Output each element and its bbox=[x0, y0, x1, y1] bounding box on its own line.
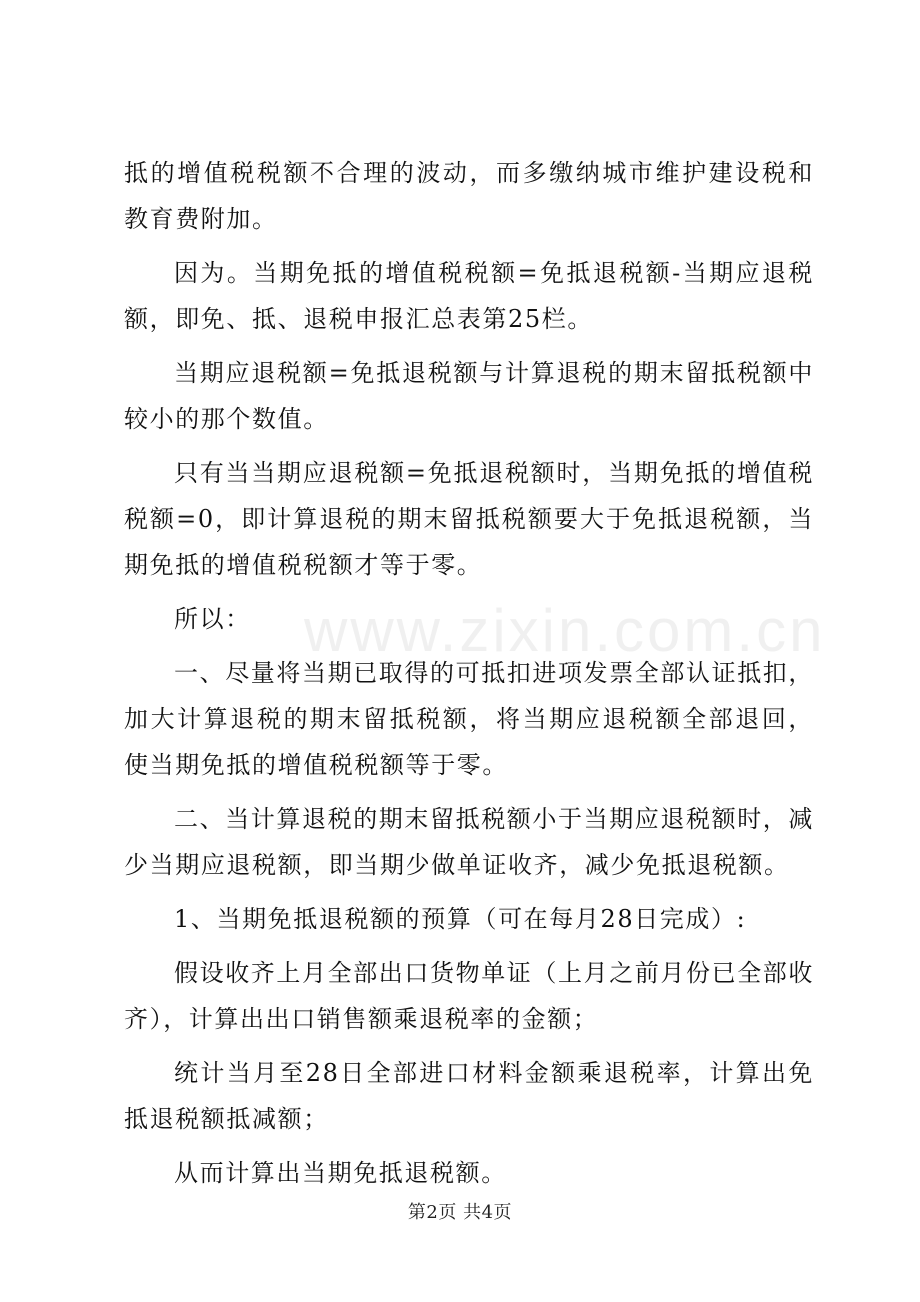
paragraph-therefore: 所以： bbox=[174, 605, 251, 633]
paragraph-condition: 只有当当期应退税额=免抵退税额时，当期免抵的增值税税额=0，即计算退税的期末留抵税额要大于免抵退税额，当期免抵的增值税税额才等于零。 bbox=[124, 459, 814, 579]
paragraph-statistics: 统计当月至28日全部进口材料金额乘退税率，计算出免抵退税额抵减额； bbox=[124, 1059, 814, 1133]
paragraph-continuation: 抵的增值税税额不合理的波动，而多缴纳城市维护建设税和教育费附加。 bbox=[124, 159, 814, 233]
paragraph-conclusion: 从而计算出当期免抵退税额。 bbox=[174, 1159, 507, 1187]
paragraph-refund-definition: 当期应退税额=免抵退税额与计算退税的期末留抵税额中较小的那个数值。 bbox=[124, 359, 814, 433]
page-footer: 第2页 共4页 bbox=[407, 1202, 513, 1223]
paragraph-point-one: 一、尽量将当期已取得的可抵扣进项发票全部认证抵扣，加大计算退税的期末留抵税额，将当期应退税额全部退回，使当期免抵的增值税税额等于零。 bbox=[124, 659, 814, 779]
watermark-text: www.zixin.com.cn bbox=[304, 597, 826, 664]
document-body bbox=[124, 150, 814, 1204]
paragraph-budget-heading: 1、当期免抵退税额的预算（可在每月28日完成）: bbox=[174, 905, 747, 933]
paragraph-assume: 假设收齐上月全部出口货物单证（上月之前月份已全部收齐），计算出出口销售额乘退税率的金额； bbox=[124, 959, 814, 1033]
paragraph-because: 因为。当期免抵的增值税税额=免抵退税额-当期应退税额，即免、抵、退税申报汇总表第25栏。 bbox=[124, 259, 814, 333]
paragraph-point-two: 二、当计算退税的期末留抵税额小于当期应退税额时，减少当期应退税额，即当期少做单证收齐，减少免抵退税额。 bbox=[124, 805, 814, 879]
